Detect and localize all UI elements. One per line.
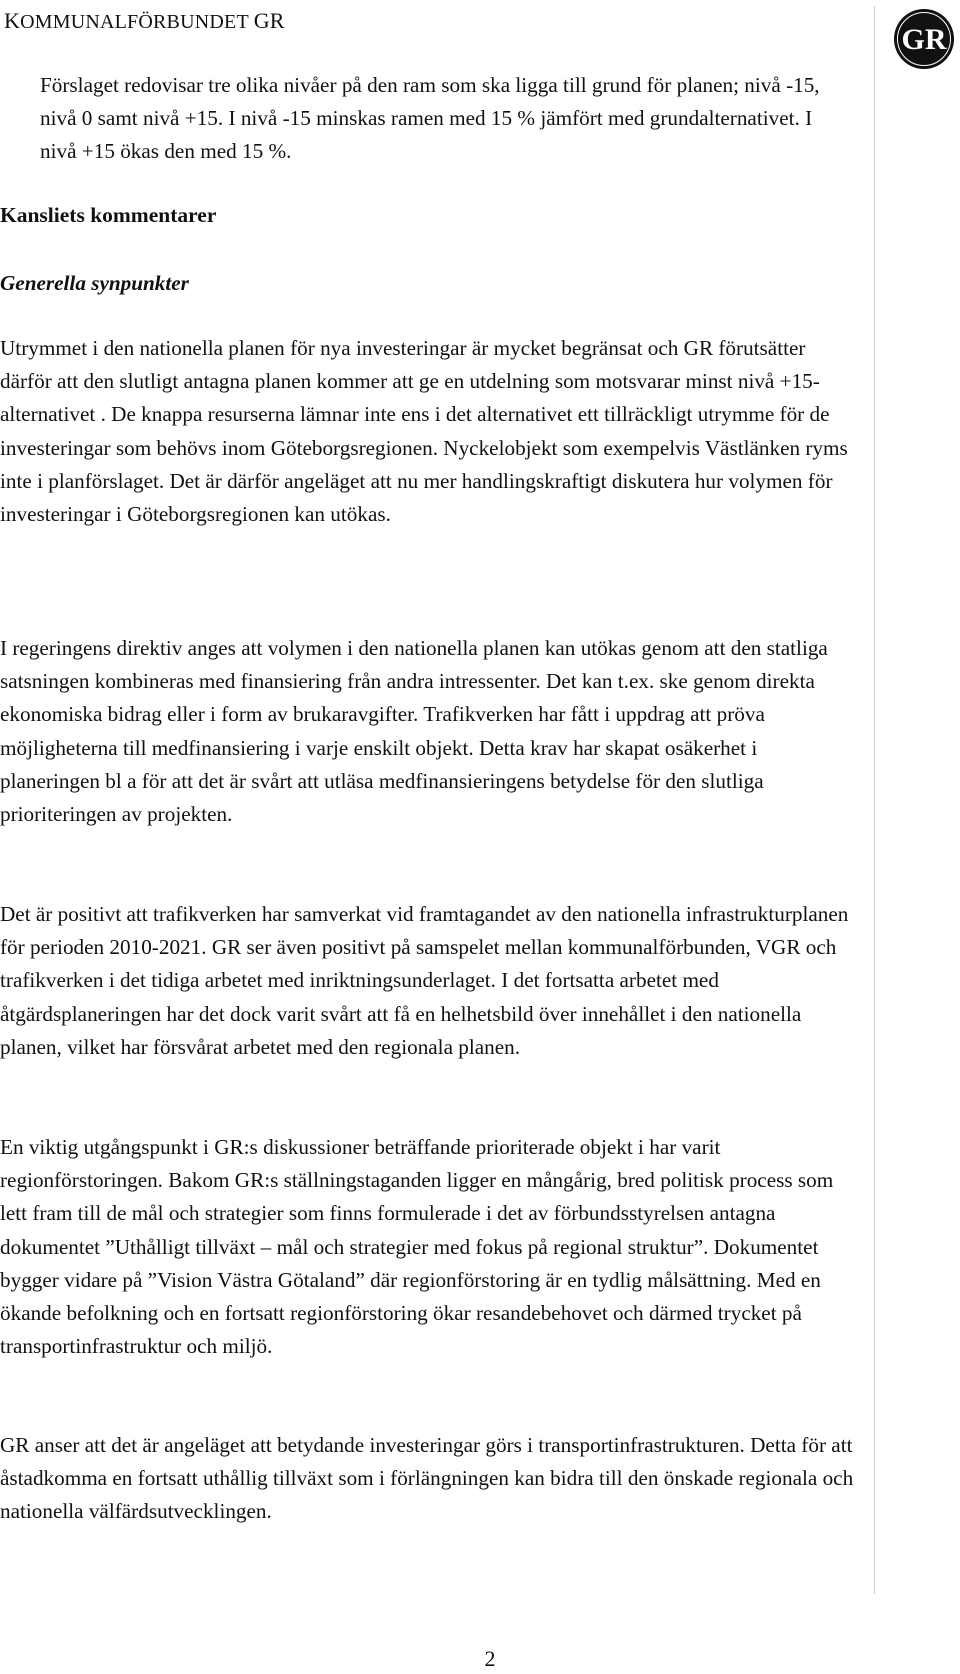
page-number: 2 <box>484 1646 496 1671</box>
document-header <box>4 8 285 34</box>
body-paragraph: GR anser att det är angeläget att betydande investeringar görs i transportinfrastrukturen. Detta för att åstadkomma en fortsatt uthållig tillväxt som i förlängningen kan bidra till den önskade regionala och nationella välfärdsutvecklingen. <box>0 1433 854 1524</box>
header-org-name: OMMUNALFÖRBUNDET <box>20 11 249 33</box>
logo-text: GR <box>901 23 947 56</box>
header-initial: K <box>4 8 21 33</box>
section-heading: Kansliets kommentarer <box>0 203 217 227</box>
header-org-suffix: GR <box>253 8 285 33</box>
gr-logo-icon <box>893 8 955 70</box>
intro-paragraph: Förslaget redovisar tre olika nivåer på den ram som ska ligga till grund för planen; nivå -15, nivå 0 samt nivå +15. I nivå -15 minskas ramen med 15 % jämfört med grundalternativet. I nivå +15 ökas den med 15 %. <box>40 73 820 164</box>
body-paragraph: I regeringens direktiv anges att volymen i den nationella planen kan utökas genom att den statliga satsningen kombineras med finansiering från andra intressenter. Det kan t.ex. ske genom direkta ekonomiska bidrag eller i form av brukaravgifter. Trafikverken har fått i uppdrag att pröva möjligheterna till medfinansiering i varje enskilt objekt. Detta krav har skapat osäkerhet i planeringen bl a för att det är svårt att utläsa medfinansieringens betydelse för den slutliga prioriteringen av projekten. <box>0 636 828 827</box>
body-paragraph: Utrymmet i den nationella planen för nya investeringar är mycket begränsat och GR förutsätter därför att den slutligt antagna planen kommer att ge en utdelning som motsvarar minst nivå +15-alternativet . De knappa resurserna lämnar inte ens i det alternativet ett tillräckligt utrymme för de investeringar som behövs inom Göteborgsregionen. Nyckelobjekt som exempelvis Västlänken ryms inte i planförslaget. Det är därför angeläget att nu mer handlingskraftigt diskutera hur volymen för investeringar i Göteborgsregionen kan utökas. <box>0 336 848 527</box>
body-paragraph: En viktig utgångspunkt i GR:s diskussioner beträffande prioriterade objekt i har varit regionförstoringen. Bakom GR:s ställningstaganden ligger en mångårig, bred politisk process som lett fram till de mål och strategier som finns formulerade i det av förbundsstyrelsen antagna dokumentet ”Uthålligt tillväxt – mål och strategier med fokus på regional struktur”. Dokumentet bygger vidare på ”Vision Västra Götaland” där regionförstoring är en tydlig målsättning. Med en ökande befolkning och en fortsatt regionförstoring ökar resandebehovet och därmed trycket på transportinfrastruktur och miljö. <box>0 1135 834 1359</box>
body-paragraph: Det är positivt att trafikverken har samverkat vid framtagandet av den nationella infrastrukturplanen för perioden 2010-2021. GR ser även positivt på samspelet mellan kommunalförbunden, VGR och trafikverken i det tidiga arbetet med inriktningsunderlaget. I det fortsatta arbetet med åtgärdsplaneringen har det dock varit svårt att få en helhetsbild över innehållet i den nationella planen, vilket har försvårat arbetet med den regionala planen. <box>0 902 849 1059</box>
margin-rule <box>874 6 875 1594</box>
section-subheading: Generella synpunkter <box>0 271 189 295</box>
